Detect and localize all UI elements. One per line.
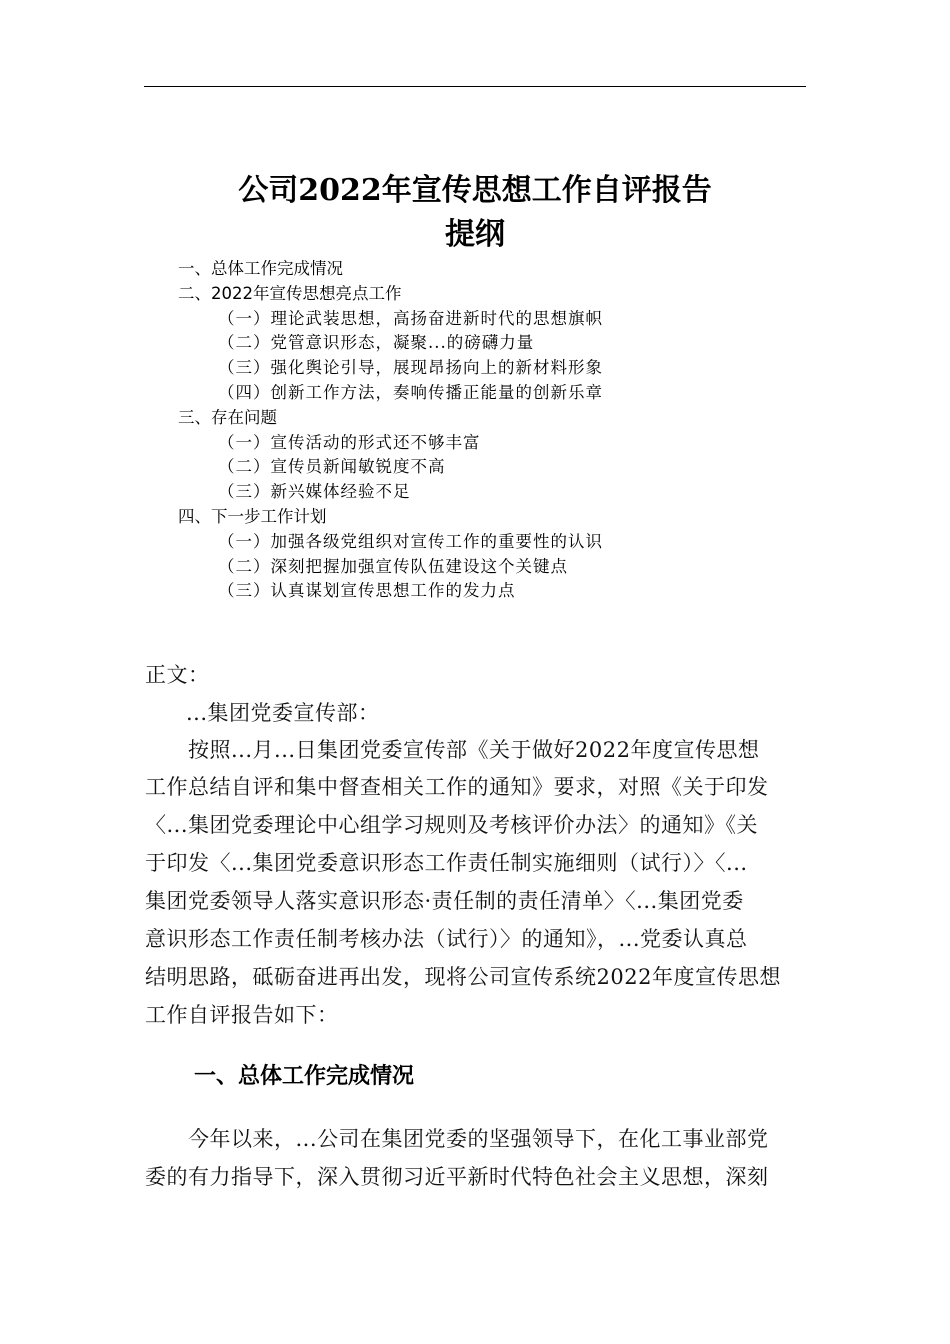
- document-subtitle: 提纲: [445, 217, 505, 252]
- outline-subsection: （二）党管意识形态，凝聚...的磅礴力量: [218, 333, 535, 353]
- outline-subsection: （三）强化舆论引导，展现昂扬向上的新材料形象: [218, 358, 603, 378]
- outline-section: 二、2022年宣传思想亮点工作: [178, 283, 402, 303]
- header-rule: [144, 86, 806, 87]
- paragraph-line: 工作自评报告如下：: [145, 1003, 339, 1027]
- paragraph-line: 委的有力指导下，深入贯彻习近平新时代特色社会主义思想，深刻: [145, 1165, 769, 1189]
- outline-subsection: （二）深刻把握加强宣传队伍建设这个关键点: [218, 556, 568, 576]
- outline-subsection: （二）宣传员新闻敏锐度不高: [218, 457, 446, 477]
- outline-subsection: （三）新兴媒体经验不足: [218, 482, 411, 502]
- outline-subsection: （一）宣传活动的形式还不够丰富: [218, 432, 481, 452]
- paragraph-line: 按照...月...日集团党委宣传部《关于做好2022年度宣传思想: [188, 738, 760, 762]
- paragraph-line: 工作总结自评和集中督查相关工作的通知》要求，对照《关于印发: [145, 775, 769, 799]
- section-heading: 一、总体工作完成情况: [194, 1064, 415, 1089]
- paragraph-line: 〈...集团党委理论中心组学习规则及考核评价办法〉的通知》《关: [145, 813, 759, 837]
- document-title: 公司2022年宣传思想工作自评报告: [238, 173, 712, 208]
- outline-subsection: （四）创新工作方法，奏响传播正能量的创新乐章: [218, 383, 603, 402]
- outline-section: 三、存在问题: [178, 407, 277, 427]
- salutation: ...集团党委宣传部：: [186, 701, 380, 725]
- outline-section: 四、下一步工作计划: [178, 507, 327, 526]
- paragraph-line: 集团党委领导人落实意识形态·责任制的责任清单〉〈...集团党委: [145, 889, 744, 913]
- paragraph-line: 意识形态工作责任制考核办法（试行）〉的通知》，...党委认真总: [145, 927, 748, 951]
- body-label: 正文：: [145, 663, 210, 687]
- outline-subsection: （一）加强各级党组织对宣传工作的重要性的认识: [218, 531, 603, 551]
- paragraph-line: 于印发〈...集团党委意识形态工作责任制实施细则（试行）〉〈...: [145, 851, 748, 875]
- outline-subsection: （三）认真谋划宣传思想工作的发力点: [218, 581, 516, 601]
- outline-subsection: （一）理论武装思想，高扬奋进新时代的思想旗帜: [218, 308, 603, 328]
- outline-section: 一、总体工作完成情况: [178, 259, 343, 278]
- paragraph-line: 今年以来，...公司在集团党委的坚强领导下，在化工事业部党: [188, 1127, 769, 1151]
- paragraph-line: 结明思路，砥砺奋进再出发，现将公司宣传系统2022年度宣传思想: [145, 965, 781, 989]
